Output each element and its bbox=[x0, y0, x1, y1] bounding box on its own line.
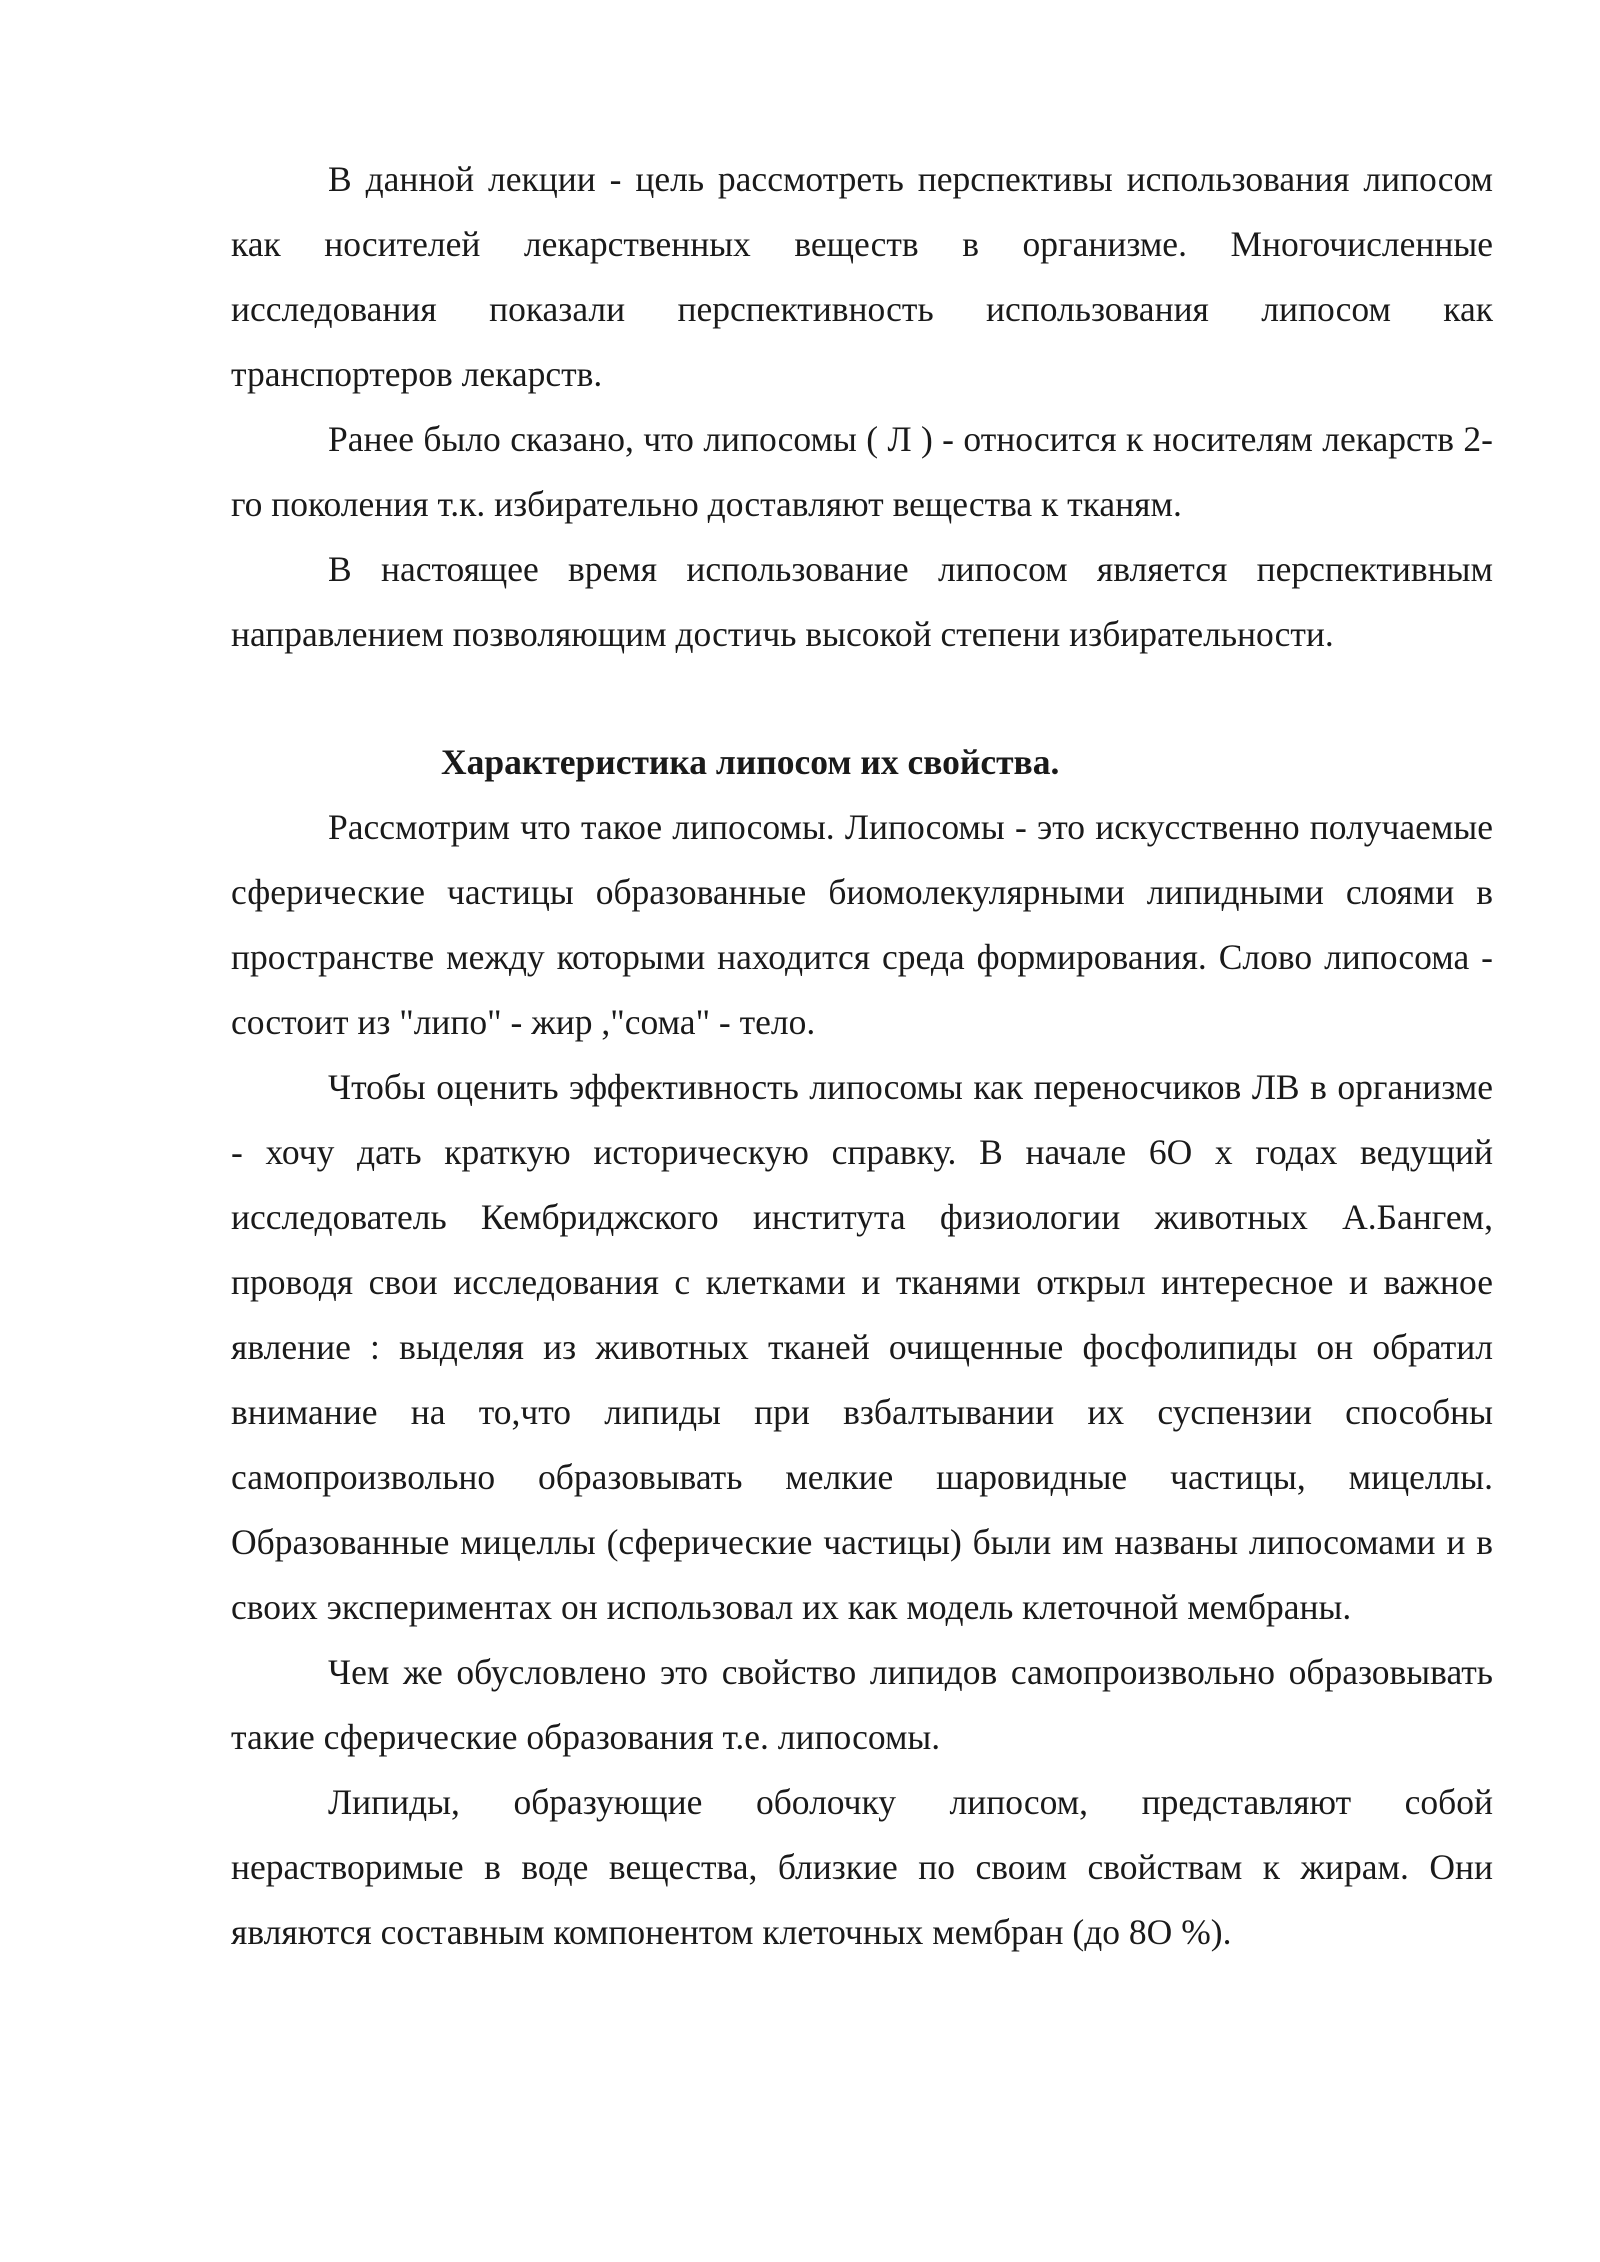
intro-section bbox=[231, 147, 1493, 667]
section-paragraph-3: Чем же обусловлено это свойство липидов самопроизвольно образовывать такие сферические образования т.е. липосомы. bbox=[231, 1652, 1493, 1757]
characteristics-section bbox=[231, 795, 1493, 1965]
intro-paragraph-1: В данной лекции - цель рассмотреть перспективы использования липосом как носителей лекарственных веществ в организме. Многочисленные исследования показали перспективность использования липосом как транспортеров лекарств. bbox=[231, 159, 1493, 394]
intro-paragraph-2: Ранее было сказано, что липосомы ( Л ) - относится к носителям лекарств 2-го поколения т.к. избирательно доставляют вещества к тканям. bbox=[231, 419, 1493, 524]
intro-paragraph-3: В настоящее время использование липосом является перспективным направлением позволяющим достичь высокой степени избирательности. bbox=[231, 549, 1493, 654]
section-paragraph-4: Липиды, образующие оболочку липосом, представляют собой нерастворимые в воде вещества, близкие по своим свойствам к жирам. Они являются составным компонентом клеточных мембран (до 8О %). bbox=[231, 1782, 1493, 1952]
section-paragraph-1: Рассмотрим что такое липосомы. Липосомы - это искусственно получаемые сферические частицы образованные биомолекулярными липидными слоями в пространстве между которыми находится среда формирования. Слово липосома - состоит из "липо" - жир ,"сома" - тело. bbox=[231, 807, 1493, 1042]
section-paragraph-2: Чтобы оценить эффективность липосомы как переносчиков ЛВ в организме - хочу дать краткую историческую справку. В начале 6О х годах ведущий исследователь Кембриджского института физиологии животных А.Бангем, проводя свои исследования с клетками и тканями открыл интересное и важное явление : выделяя из животных тканей очищенные фосфолипиды он обратил внимание на то,что липиды при взбалтывании их суспензии способны самопроизвольно образовывать мелкие шаровидные частицы, мицеллы. Образованные мицеллы (сферические частицы) были им названы липосомами и в своих экспериментах он использовал их как модель клеточной мембраны. bbox=[231, 1067, 1493, 1627]
section-heading: Характеристика липосом их свойства. bbox=[441, 742, 1060, 782]
